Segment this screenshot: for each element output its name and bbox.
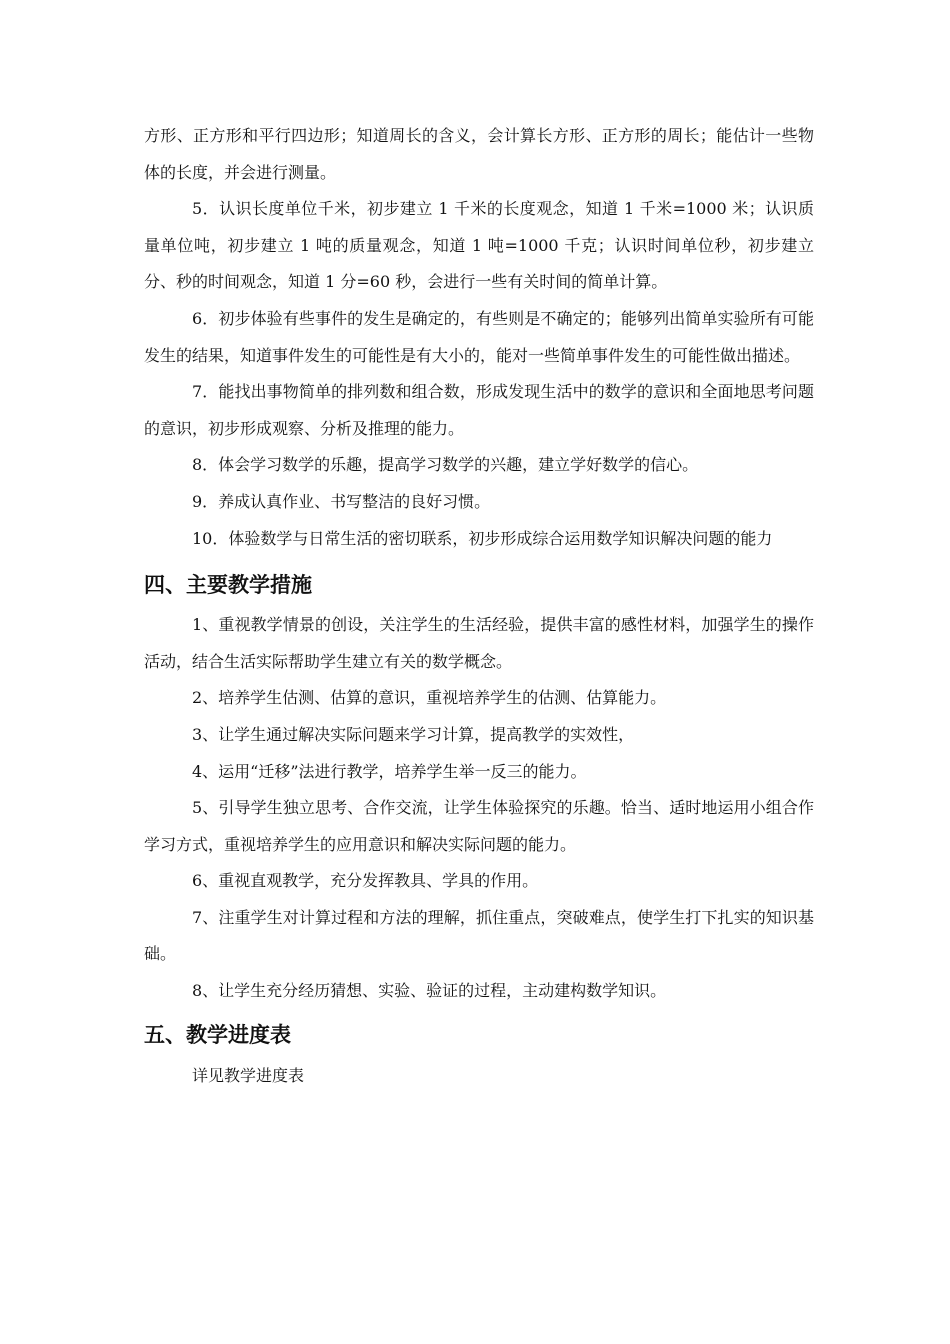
measure-item-3: 3、让学生通过解决实际问题来学习计算，提高教学的实效性，: [192, 724, 635, 744]
objective-item-10: 10．体验数学与日常生活的密切联系，初步形成综合运用数学知识解决问题的能力: [192, 528, 773, 548]
objective-item-8: 8．体会学习数学的乐趣，提高学习数学的兴趣，建立学好数学的信心。: [192, 455, 699, 475]
document-page: [144, 118, 814, 1094]
measure-item-4: 4、运用“迁移”法进行教学，培养学生举一反三的能力。: [192, 761, 587, 781]
measure-item-2: 2、培养学生估测、估算的意识，重视培养学生的估测、估算能力。: [192, 688, 667, 708]
measure-item-7: 7、注重学生对计算过程和方法的理解，抓住重点，突破难点，使学生打下扎实的知识基础。: [144, 907, 814, 964]
measure-item-8: 8、让学生充分经历猜想、实验、验证的过程，主动建构数学知识。: [192, 981, 667, 1001]
objective-item-7: 7．能找出事物简单的排列数和组合数，形成发现生活中的数学的意识和全面地思考问题的意识，初步形成观察、分析及推理的能力。: [144, 382, 814, 438]
schedule-reference: 详见教学进度表: [192, 1065, 305, 1085]
section-heading-teaching-measures: 四、主要教学措施: [144, 573, 312, 598]
section-heading-schedule: 五、教学进度表: [144, 1022, 291, 1047]
objective-item-9: 9．养成认真作业、书写整洁的良好习惯。: [192, 491, 491, 511]
measure-item-5: 5、引导学生独立思考、合作交流，让学生体验探究的乐趣。恰当、适时地运用小组合作学习方式，重视培养学生的应用意识和解决实际问题的能力。: [144, 798, 814, 854]
objective-continuation: 方形、正方形和平行四边形；知道周长的含义，会计算长方形、正方形的周长；能估计一些物体的长度，并会进行测量。: [144, 126, 814, 182]
measure-item-1: 1、重视教学情景的创设，关注学生的生活经验，提供丰富的感性材料，加强学生的操作活动，结合生活实际帮助学生建立有关的数学概念。: [144, 615, 814, 671]
objective-item-5: 5．认识长度单位千米，初步建立 1 千米的长度观念，知道 1 千米=1000 米；认识质量单位吨，初步建立 1 吨的质量观念，知道 1 吨=1000 千克；认识时间单位秒，初步建立分、秒的时间观念，知道 1 分=60 秒，会进行一些有关时间的简单计算。: [144, 199, 814, 292]
measure-item-6: 6、重视直观教学，充分发挥教具、学具的作用。: [192, 871, 539, 891]
objective-item-6: 6．初步体验有些事件的发生是确定的，有些则是不确定的；能够列出简单实验所有可能发生的结果，知道事件发生的可能性是有大小的，能对一些简单事件发生的可能性做出描述。: [144, 308, 814, 365]
